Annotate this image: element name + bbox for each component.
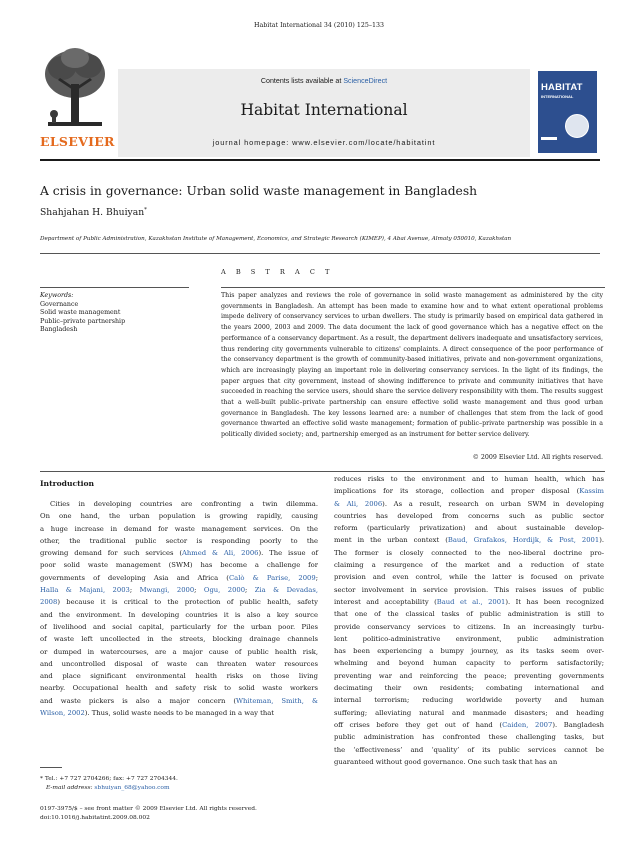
- doi-line[interactable]: doi:10.1016/j.habitatint.2009.08.002: [40, 815, 150, 822]
- abstract-text: This paper analyzes and reviews the role of governance in solid waste management as administered by the city governments in Bangladesh. An attempt has been made to examine how and to what extent operational problems impede delivery of conservancy services to urban dwellers. The study is primarily based on empirical data gathered in the years 2000, 2003 and 2009. The data document the lack of good governance which has a negative effect on the performance of a conservancy department. As a result, the department delivers inadequate and unsatisfactory services, thus rendering city governments vulnerable to citizens' complaints. A direct consequence of the poor performance of the conservancy department is the growth of community-based initiatives, private and non-government organizations, which are increasingly playing an important role in delivering conservancy services. In the light of its findings, the paper argues that city government, instead of showing indifference to private and community initiatives that have succeeded in reaching the service users, should share the service delivery responsibility with them. The results suggest that a well-built public–private partnership can ensure effective solid waste management and thus good urban governance in Bangladesh. The key lessons learned are: a number of challenges that stem from the lack of good governance thwarted an effective solid waste management; formation of public–private partnership was possible in a politically divided society; and, partnership emerged as an instrument for better service delivery.: [221, 292, 603, 439]
- body-text-line: interest and acceptability (Baud et al., 2001). It has been recognized: [334, 597, 604, 606]
- keyword-item: Public–private partnership: [40, 317, 126, 325]
- body-text-line: countries has developed from concerns such as public sector: [334, 511, 604, 520]
- cover-subtitle: INTERNATIONAL: [541, 94, 574, 99]
- body-text-line: public administration has confronted these challenging tasks, but: [334, 733, 604, 742]
- body-text-line: Wilson, 2002). Thus, solid waste needs to be managed in a way that: [40, 709, 275, 718]
- citation-link[interactable]: Ahmed & Ali, 2006: [182, 549, 259, 558]
- body-text-line: provide conservancy services to citizens. In an increasingly turbu-: [334, 622, 604, 631]
- citation-link[interactable]: Baud, Grafakos, Hordijk, & Post, 2001: [447, 536, 600, 545]
- body-text-line: provision and even control, while the latter is focused on private: [334, 573, 604, 582]
- cover-logo-bar: [541, 137, 557, 140]
- issn-block: [40, 805, 257, 824]
- body-text-line: and the environment. In developing countries it is also a key source: [40, 610, 318, 619]
- body-text-line: the ‘effectiveness’ and ‘quality’ of its public services cannot be: [334, 745, 604, 754]
- body-text-line: reduces risks to the environment and to human health, which has: [334, 475, 604, 483]
- keywords-heading: Keywords:: [40, 292, 74, 299]
- body-text-line: growing demand for such services (Ahmed & Ali, 2006). The issue of: [40, 549, 318, 558]
- body-text-line: poor solid waste management (SWM) has become a challenge for: [40, 561, 318, 570]
- body-text-line: ment in the urban context (Baud, Grafakos, Hordijk, & Post, 2001).: [334, 536, 604, 545]
- abstract-copyright: © 2009 Elsevier Ltd. All rights reserved.: [472, 454, 603, 461]
- body-text-line: guaranteed without good governance. One such task that has an: [334, 757, 558, 766]
- body-text-line: implications for its storage, collection and proper disposal (Kassim: [334, 487, 604, 496]
- author-affiliation: Department of Public Administration, Kazakhstan Institute of Management, Economics, and Strategic Research (KIMEP), 4 Abai Avenue, Almaty 050010, Kazakhstan: [40, 236, 512, 242]
- body-column-right: [334, 473, 604, 768]
- citation-link[interactable]: Caiden, 2007: [502, 720, 553, 729]
- body-text-line: sector involvement in service provision. This raises issues of public: [334, 585, 604, 594]
- body-text-line: has been experiencing a bumpy journey, as its tasks seem over-: [334, 647, 604, 656]
- body-text-line: of livelihood and social capital, particularly for the urban poor. Piles: [40, 622, 318, 631]
- journal-citation: Habitat International 34 (2010) 125–133: [253, 22, 385, 29]
- body-text-line: governments of developing Asia and Africa (Calò & Parise, 2009;: [40, 573, 319, 582]
- abstract-heading: A B S T R A C T: [221, 268, 334, 276]
- body-text-line: preventing war and reinforcing the peace; preventing governments: [334, 671, 604, 680]
- body-text-line: and uncontrolled disposal of waste can threaten water resources: [40, 659, 318, 668]
- citation-link[interactable]: Zia & Devadas,: [254, 586, 318, 595]
- body-text-line: The former is closely connected to the neo-liberal doctrine pro-: [334, 548, 604, 557]
- citation-link[interactable]: Whiteman, Smith, &: [236, 696, 318, 705]
- body-text-line: & Ali, 2006). As a result, research on urban SWM in developing: [334, 499, 604, 508]
- body-text-line: Halla & Majani, 2003; Mwangi, 2000; Ogu, 2000; Zia & Devadas,: [40, 586, 318, 595]
- body-text-line: whelming and beyond human capacity to perform satisfactorily;: [334, 659, 604, 668]
- abstract-bottom-rule: [40, 471, 605, 472]
- footnote-mark: *: [40, 776, 43, 782]
- body-text-line: other, the traditional public sector is responding poorly to the: [40, 536, 318, 545]
- keyword-item: Governance: [40, 300, 79, 308]
- body-text-line: claiming a resurgence of the market and a reduction of state: [334, 561, 604, 570]
- keyword-item: Bangladesh: [40, 326, 78, 334]
- cover-emblem-icon: [565, 114, 589, 138]
- sciencedirect-link[interactable]: ScienceDirect: [343, 77, 388, 85]
- author-footnote: [40, 775, 178, 793]
- body-text-line: a huge increase in demand for waste management services. On the: [40, 524, 318, 533]
- body-text-line: of waste left uncollected in the streets, blocking drainage channels: [40, 635, 318, 644]
- cover-title: HABITAT: [541, 82, 583, 93]
- journal-homepage[interactable]: journal homepage: www.elsevier.com/locate/habitatint: [212, 138, 436, 147]
- body-text-line: Cities in developing countries are confronting a twin dilemma.: [50, 500, 318, 508]
- citation-link[interactable]: & Ali, 2006: [334, 499, 383, 508]
- body-text-line: suffering; alleviating natural and manmade disasters; and heading: [334, 708, 604, 717]
- footnote-contact: Tel.: +7 727 2704266; fax: +7 727 2704344.: [44, 776, 178, 782]
- author-footnote-mark[interactable]: *: [144, 207, 147, 213]
- body-text-line: nearby. Occupational health and safety risk to solid waste workers: [40, 684, 318, 693]
- keyword-item: Solid waste management: [40, 309, 121, 317]
- body-text-line: 2008) because it is critical to the protection of public health, safety: [40, 598, 318, 607]
- citation-link[interactable]: Mwangi, 2000: [139, 586, 195, 595]
- citation-link[interactable]: Ogu, 2000: [203, 586, 246, 595]
- article-title: A crisis in governance: Urban solid waste management in Bangladesh: [40, 184, 478, 198]
- citation-link[interactable]: Calò & Parise, 2009: [228, 573, 316, 582]
- body-text-line: reform (particularly privatization) and about sustainable develop-: [334, 524, 604, 533]
- body-text-line: that one of the classical tasks of public administration is still to: [334, 610, 604, 619]
- body-text-line: off crises before they get out of hand (Caiden, 2007). Bangladesh: [334, 720, 605, 729]
- keywords-block: [40, 292, 125, 335]
- citation-link[interactable]: Halla & Majani, 2003: [40, 586, 130, 595]
- body-text-line: and place significant environmental health risks on those living: [40, 672, 318, 681]
- body-text-line: lent politico-administrative environment, public administration: [334, 634, 604, 643]
- body-text-line: and waste pickers is also a major concern (Whiteman, Smith, &: [40, 696, 318, 705]
- section-heading-introduction: Introduction: [40, 479, 95, 488]
- body-text-line: decimating their own residents; combating international and: [334, 684, 604, 693]
- header-rule: [40, 159, 600, 161]
- citation-link[interactable]: 2008: [40, 598, 58, 607]
- body-column-left: [40, 498, 318, 719]
- affiliation-rule: [40, 253, 600, 254]
- citation-link[interactable]: Kassim: [579, 487, 604, 496]
- publisher-wordmark: ELSEVIER: [40, 134, 115, 149]
- footnote-rule: [40, 767, 62, 768]
- body-text-line: or dumped in watercourses, are a major cause of public health risk,: [40, 647, 318, 656]
- body-text-line: internal terrorism; reducing worldwide poverty and human: [334, 696, 604, 705]
- author-name: Shahjahan H. Bhuiyan: [40, 207, 145, 219]
- citation-link[interactable]: Baud et al., 2001: [436, 597, 506, 606]
- contents-prefix: Contents lists available at: [260, 77, 344, 85]
- author-email-link[interactable]: sbhuiyan_68@yahoo.com: [94, 785, 170, 791]
- citation-link[interactable]: Wilson, 2002: [40, 709, 85, 718]
- author-line: [40, 207, 147, 218]
- elsevier-tree-logo: [40, 44, 110, 138]
- abstract-rule: [221, 287, 605, 288]
- keywords-rule: [40, 287, 189, 288]
- issn-line: 0197-3975/$ – see front matter © 2009 Elsevier Ltd. All rights reserved.: [40, 806, 257, 812]
- body-text-line: On one hand, the urban population is growing rapidly, causing: [40, 512, 318, 521]
- contents-line: [118, 77, 530, 85]
- journal-name: Habitat International: [240, 101, 408, 119]
- footnote-email-label: E-mail address:: [46, 785, 93, 791]
